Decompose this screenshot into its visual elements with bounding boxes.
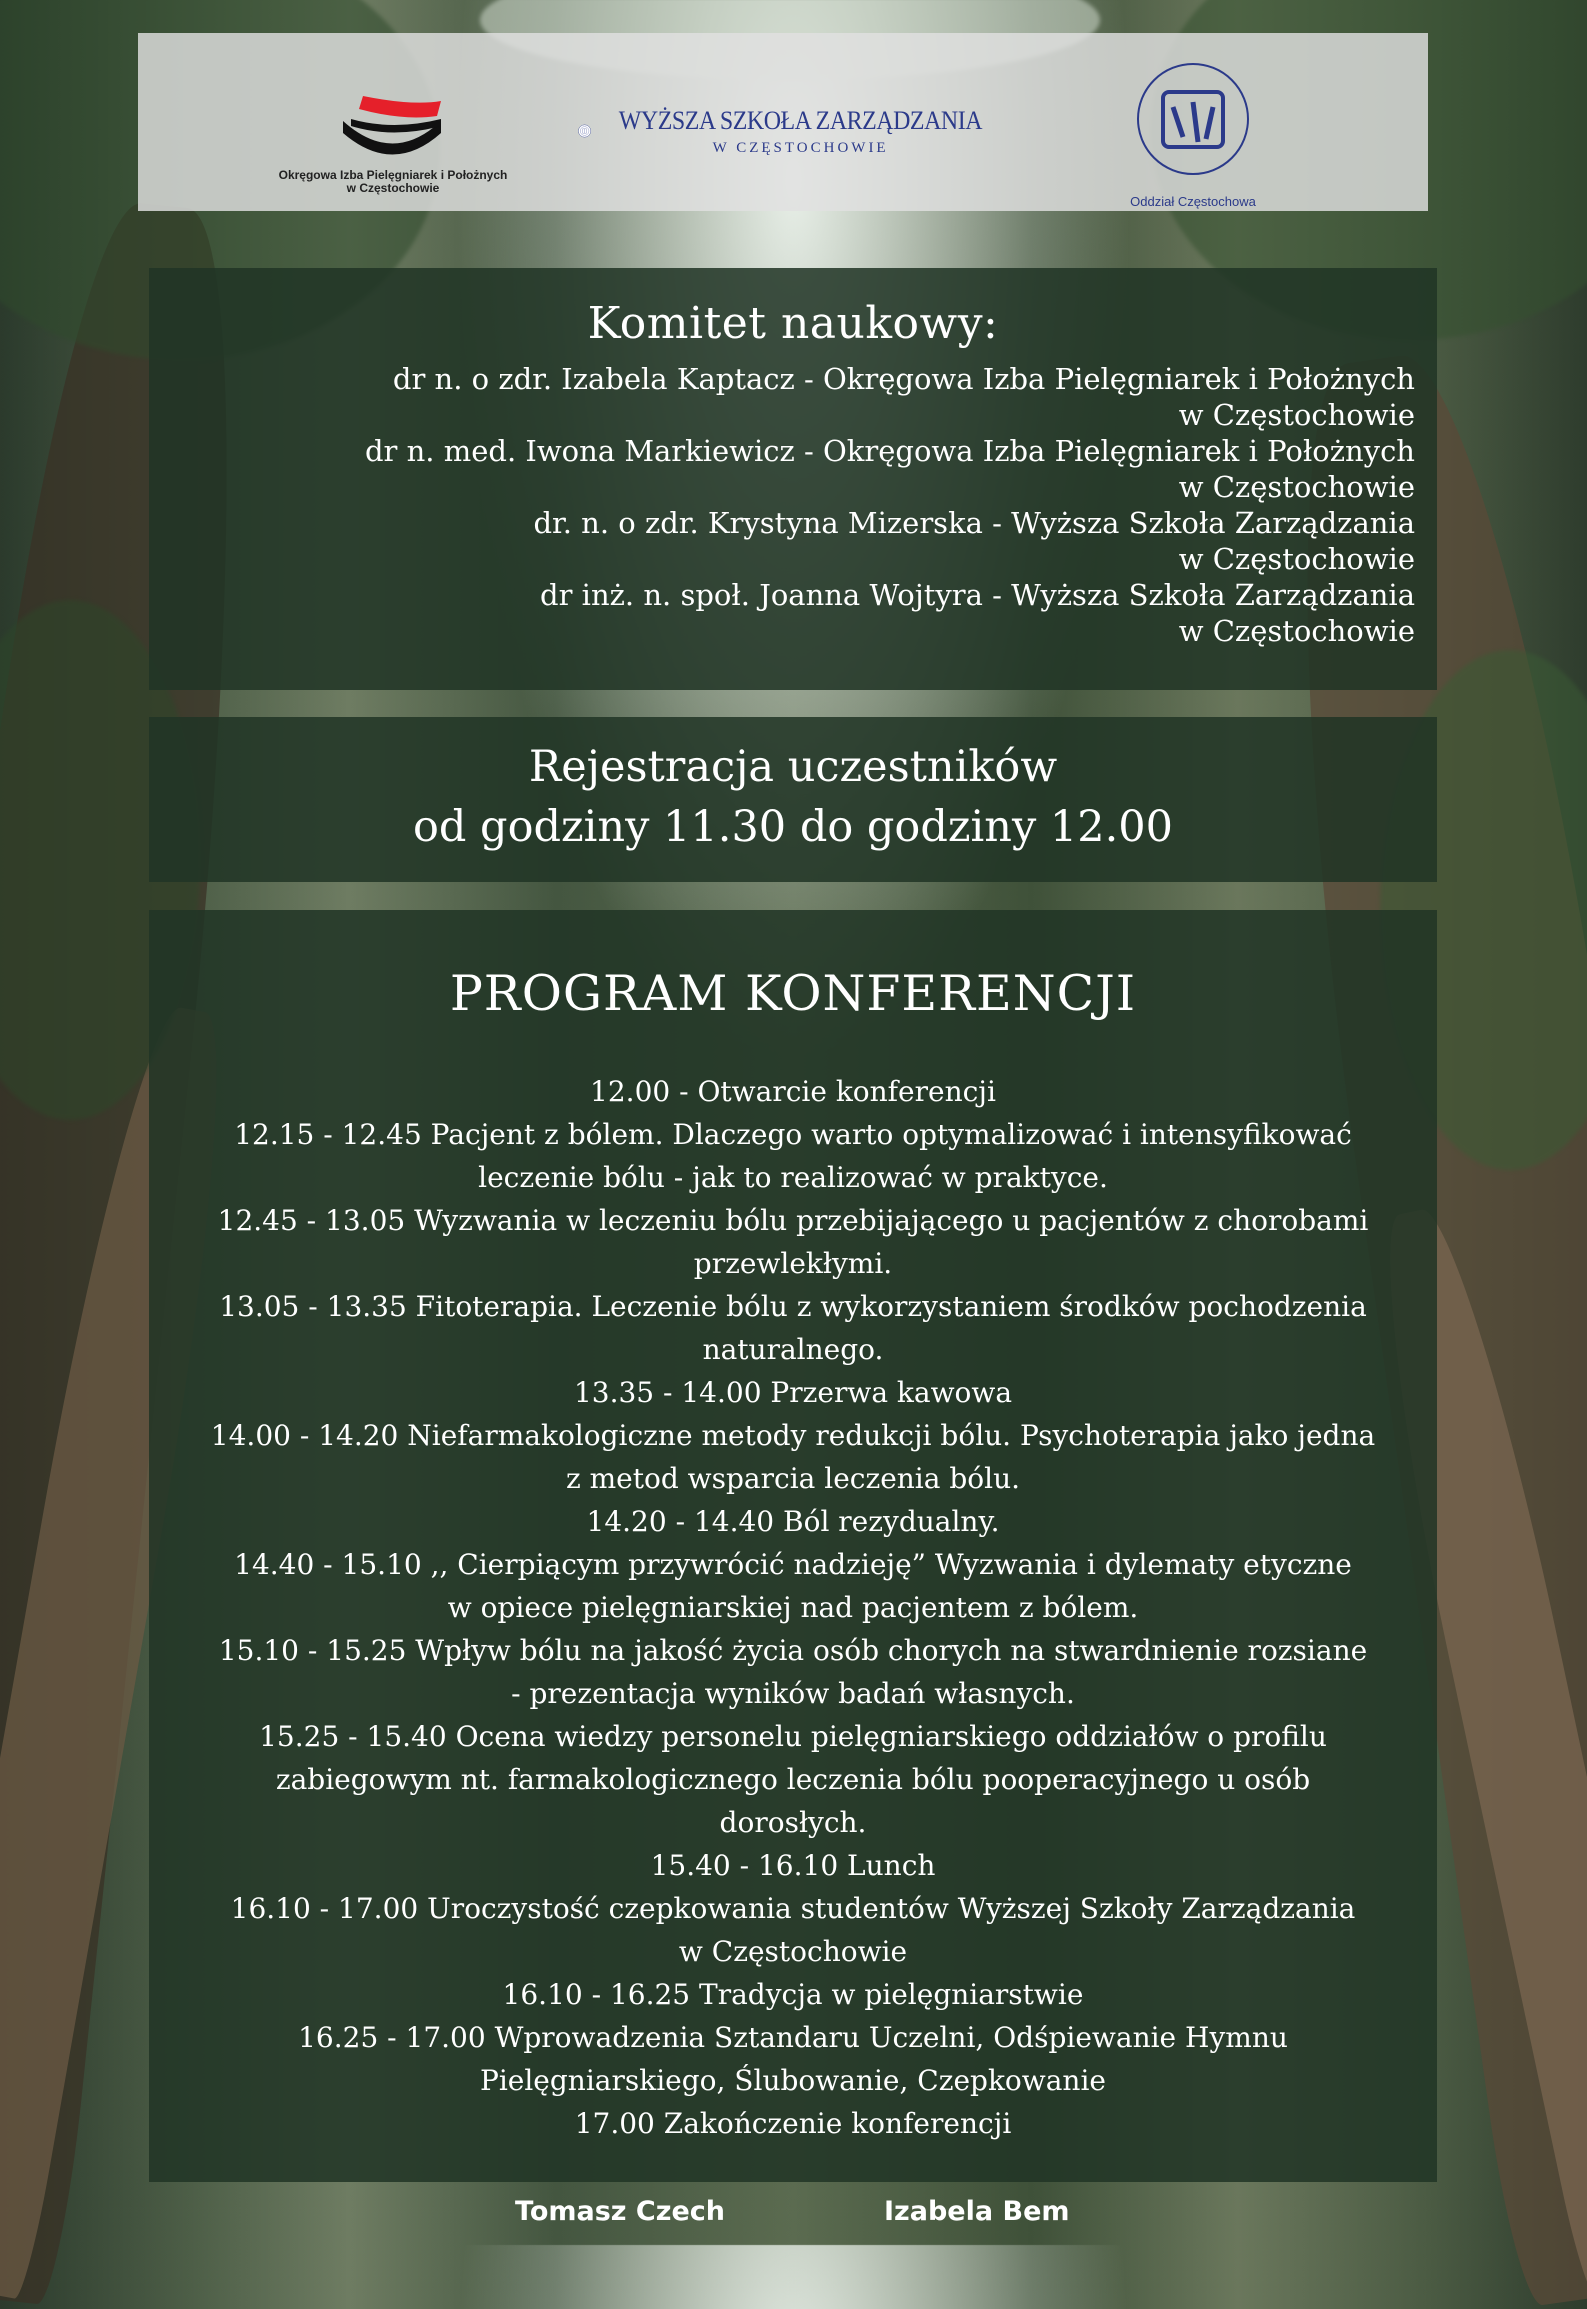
program-line: 15.10 - 15.25 Wpływ bólu na jakość życia osób chorych na stwardnienie rozsiane [218,1634,1368,1667]
member-name: dr n. o zdr. Izabela Kaptacz - Okręgowa Izba Pielęgniarek i Położnych [392,362,1415,396]
committee-list [149,361,1415,649]
member-city: w Częstochowie [1178,542,1415,576]
program-panel [149,910,1437,2182]
program-line: zabiegowym nt. farmakologicznego leczenia bólu pooperacyjnego u osób [275,1763,1311,1796]
signature-right: Izabela Bem [884,2196,1070,2227]
wsz-city: W CZĘSTOCHOWIE [712,139,889,156]
committee-member [149,361,1415,433]
program-line: 16.25 - 17.00 Wprowadzenia Sztandaru Uczelni, Odśpiewanie Hymnu [298,2021,1288,2054]
program-line: naturalnego. [702,1333,884,1366]
program-line: 16.10 - 16.25 Tradycja w pielęgniarstwie [502,1978,1084,2011]
member-name: dr. n. o zdr. Krystyna Mizerska - Wyższa Szkoła Zarządzania [533,506,1415,540]
committee-member [149,433,1415,505]
program-line: - prezentacja wyników badań własnych. [511,1677,1075,1710]
oipip-caption-line2: w Częstochowie [346,181,440,195]
member-city: w Częstochowie [1178,470,1415,504]
logo-band [138,33,1428,211]
ptp-caption: Oddział Częstochowa [1130,194,1256,209]
committee-panel [149,268,1437,690]
program-line: przewlekłymi. [693,1247,893,1280]
program-line: 15.40 - 16.10 Lunch [650,1849,936,1882]
program-line: 15.25 - 15.40 Ocena wiedzy personelu pielęgniarskiego oddziałów o profilu [259,1720,1327,1753]
program-line: 13.05 - 13.35 Fitoterapia. Leczenie bólu z wykorzystaniem środków pochodzenia [219,1290,1367,1323]
program-line: dorosłych. [719,1806,867,1839]
registration-panel [149,717,1437,882]
member-city: w Częstochowie [1178,398,1415,432]
committee-member [149,505,1415,577]
oipip-logo [258,71,528,195]
signature-left: Tomasz Czech [515,2196,725,2227]
wsz-wordmark [603,106,998,157]
program-line: 17.00 Zakończenie konferencji [574,2107,1012,2140]
committee-member [149,577,1415,649]
wsz-name: WYŻSZA SZKOŁA ZARZĄDZANIA [618,105,983,135]
program-line: 12.45 - 13.05 Wyzwania w leczeniu bólu przebijającego u pacjentów z chorobami [217,1204,1369,1237]
program-line: 16.10 - 17.00 Uroczystość czepkowania studentów Wyższej Szkoły Zarządzania [230,1892,1356,1925]
program-title: PROGRAM KONFERENCJI [449,965,1137,1022]
program-line: 13.35 - 14.00 Przerwa kawowa [573,1376,1013,1409]
committee-title: Komitet naukowy: [587,298,999,349]
program-line: z metod wsparcia leczenia bólu. [565,1462,1021,1495]
program-line: 12.00 - Otwarcie konferencji [590,1075,996,1108]
wsz-logo [578,81,998,181]
program-line: leczenie bólu - jak to realizować w praktyce. [478,1161,1108,1194]
ptp-logo [1093,47,1293,209]
member-city: w Częstochowie [1178,614,1415,648]
member-name: dr inż. n. społ. Joanna Wojtyra - Wyższa Szkoła Zarządzania [540,578,1415,612]
registration-hours: od godziny 11.30 do godziny 12.00 [412,802,1174,852]
oipip-caption-line1: Okręgowa Izba Pielęgniarek i Położnych [278,168,508,182]
oipip-emblem-icon [323,71,463,161]
program-line: 12.15 - 12.45 Pacjent z bólem. Dlaczego warto optymalizować i intensyfikować [234,1118,1352,1151]
program-line: w opiece pielęgniarskiej nad pacjentem z bólem. [447,1591,1139,1624]
program-line: 14.20 - 14.40 Ból rezydualny. [586,1505,1000,1538]
program-line: w Częstochowie [678,1935,908,1968]
member-name: dr n. med. Iwona Markiewicz - Okręgowa Izba Pielęgniarek i Położnych [364,434,1415,468]
program-line: 14.00 - 14.20 Niefarmakologiczne metody redukcji bólu. Psychoterapia jako jedna [210,1419,1376,1452]
oipip-caption [279,169,508,195]
program-line: Pielęgniarskiego, Ślubowanie, Czepkowanie [479,2064,1106,2097]
ptp-emblem-icon [1118,47,1268,192]
university-seal-icon [578,81,591,181]
program-line: 14.40 - 15.10 ,, Cierpiącym przywrócić nadzieję” Wyzwania i dylematy etyczne [234,1548,1352,1581]
program-list [149,1070,1437,2145]
registration-heading: Rejestracja uczestników [528,742,1058,792]
